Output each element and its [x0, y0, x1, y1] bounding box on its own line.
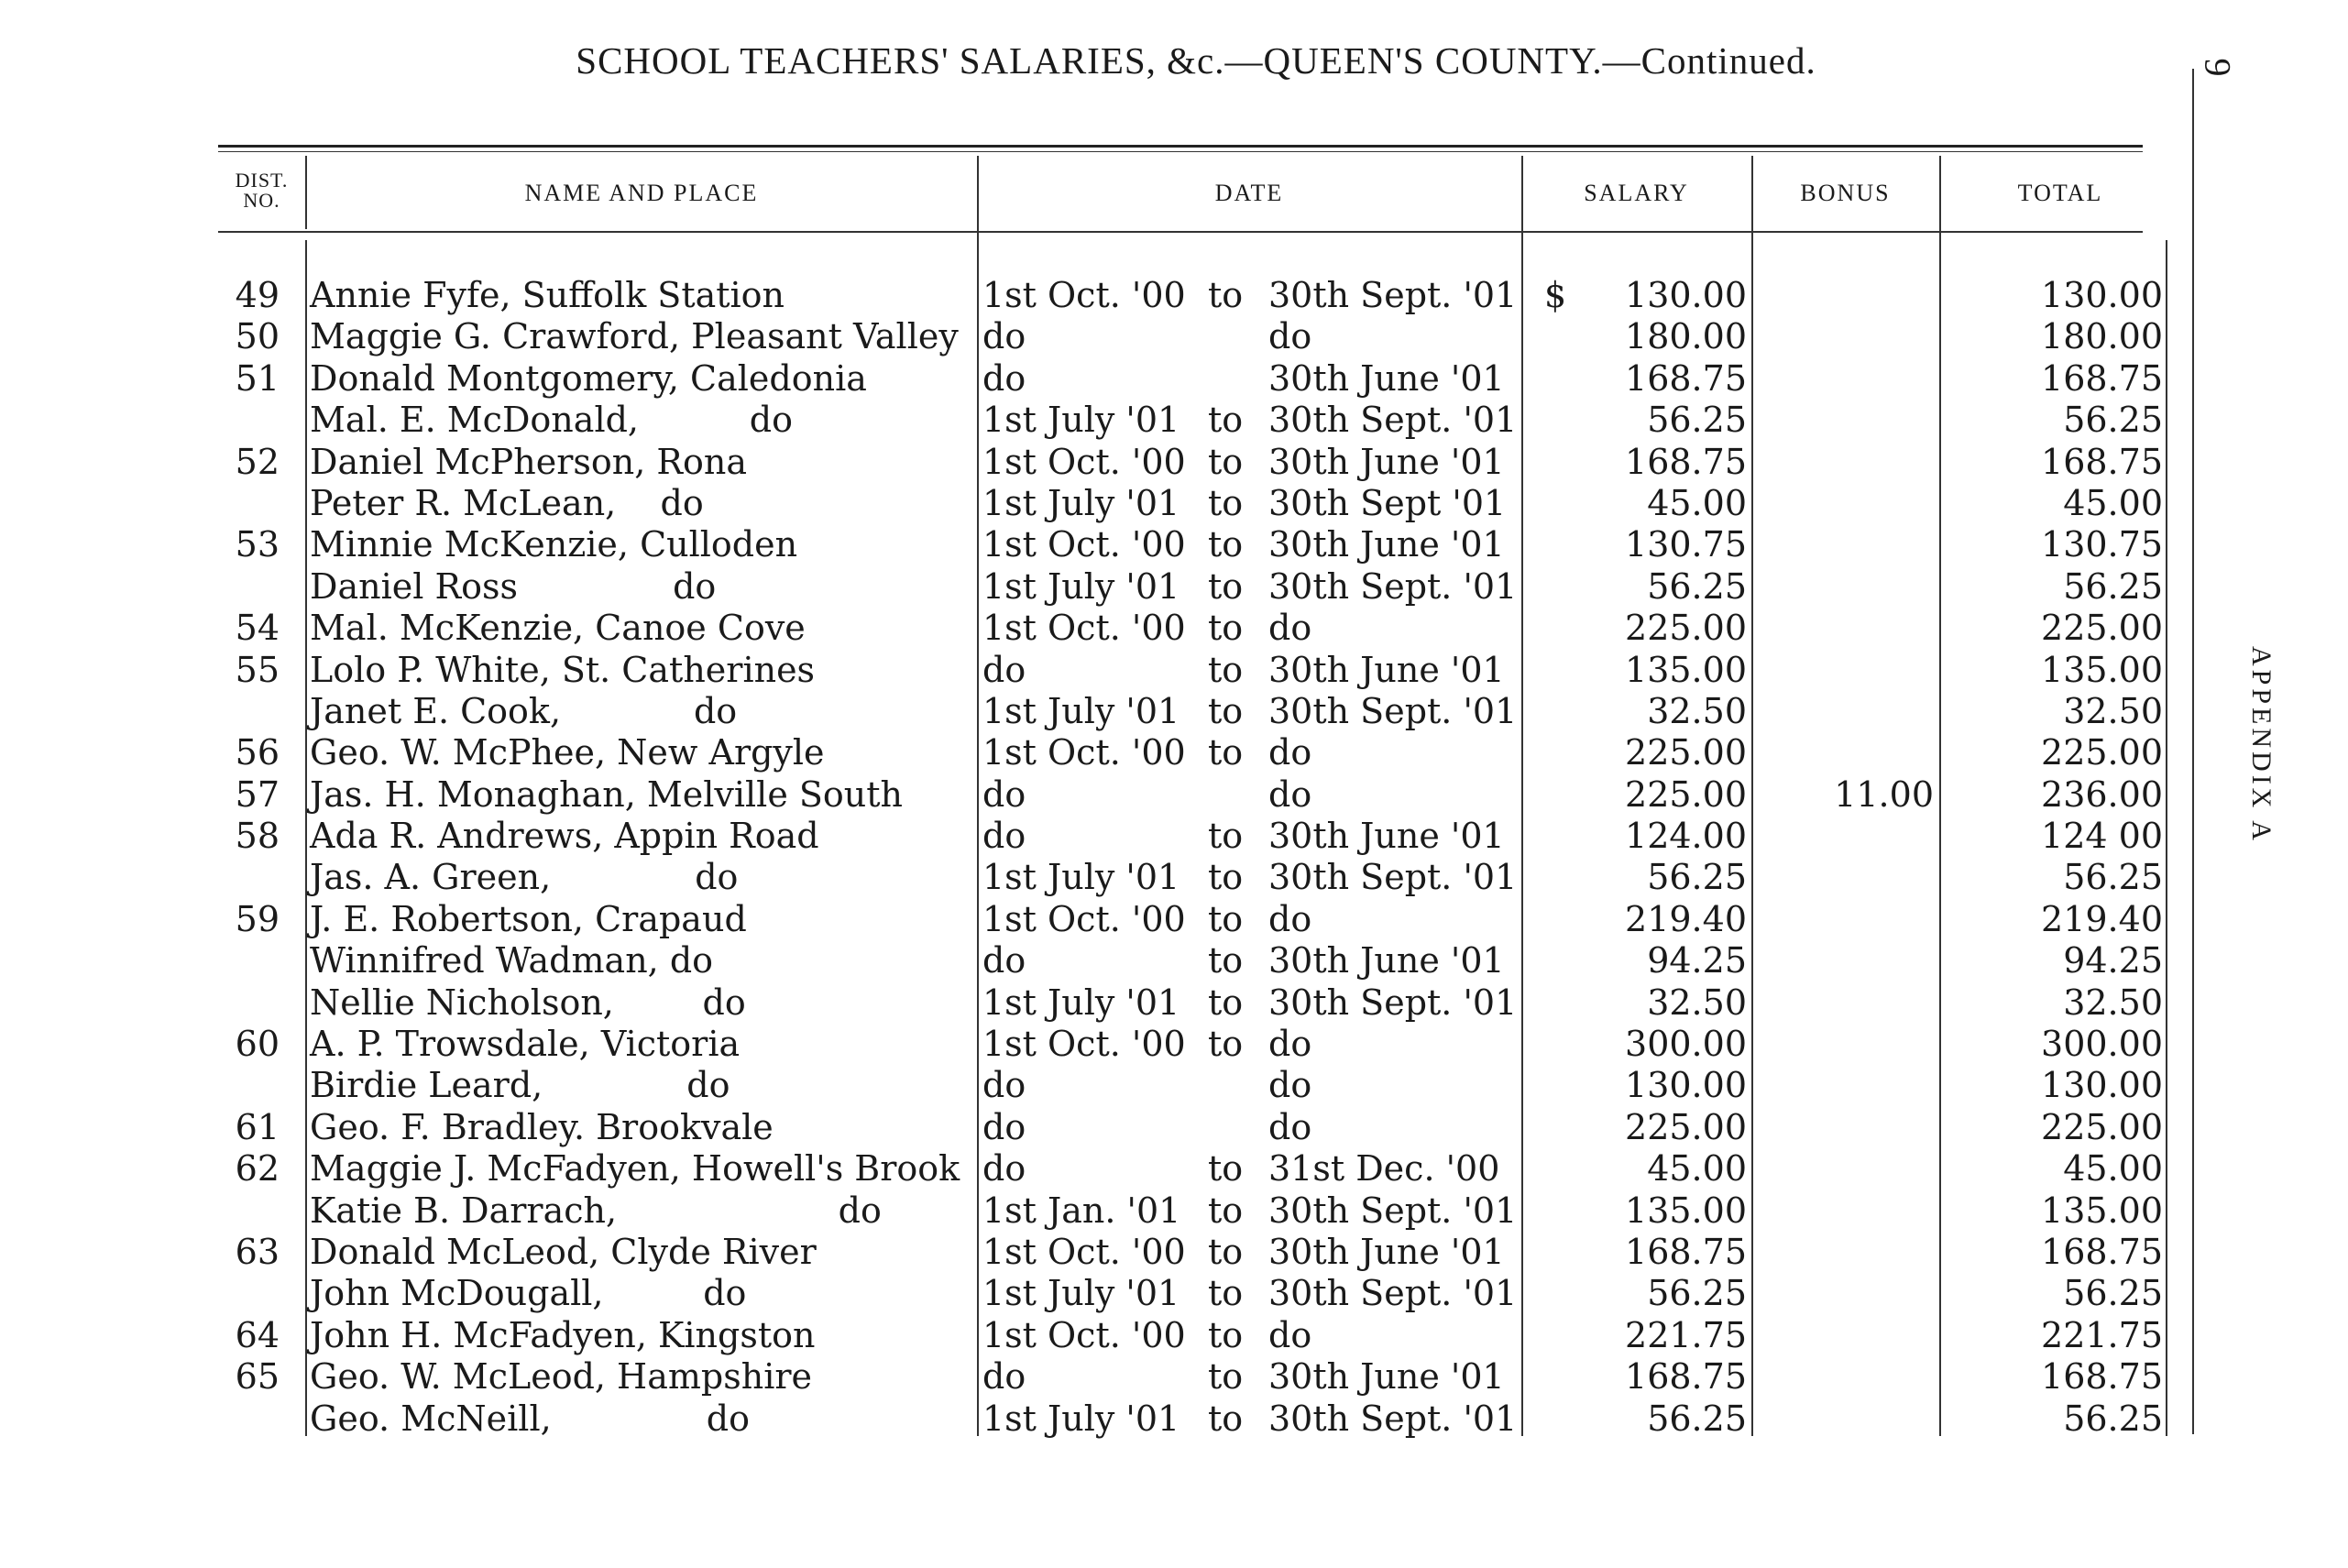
- page-number: 9: [2197, 58, 2239, 77]
- salary-value: 300.00: [1625, 1024, 1747, 1065]
- col-header-name: NAME AND PLACE: [524, 180, 759, 206]
- table-top-rule: [218, 145, 2143, 148]
- salary-value: 130.00: [1625, 275, 1747, 315]
- date-from: 1st July '01: [982, 400, 1180, 441]
- total-value: 135.00: [2041, 649, 2163, 690]
- date-to-word: to: [1208, 1273, 1244, 1314]
- table-row: [0, 732, 2348, 773]
- dist-no: 65: [235, 1356, 280, 1398]
- date-to: 31st Dec. '00: [1268, 1148, 1500, 1190]
- appendix-label: APPENDIX A: [2246, 646, 2277, 844]
- name-and-place: Peter R. McLean, do: [310, 482, 704, 523]
- salary-value: 135.00: [1625, 1190, 1747, 1231]
- date-to-word: to: [1208, 649, 1244, 690]
- salary-value: 225.00: [1625, 608, 1747, 649]
- total-value: 45.00: [2063, 1148, 2163, 1190]
- date-from: 1st Oct. '00: [982, 1024, 1186, 1065]
- name-and-place: A. P. Trowsdale, Victoria: [310, 1024, 741, 1065]
- name-and-place: Daniel Ross do: [310, 565, 717, 607]
- date-to: 30th June '01: [1268, 441, 1505, 482]
- date-to: 30th Sept. '01: [1268, 275, 1518, 315]
- date-to: do: [1268, 732, 1312, 773]
- total-value: 180.00: [2041, 316, 2163, 357]
- dist-no: 57: [235, 773, 280, 815]
- date-to-word: to: [1208, 816, 1244, 857]
- table-row: [0, 1232, 2348, 1273]
- date-to-word: to: [1208, 1314, 1244, 1355]
- table-header-rule: [218, 231, 2143, 233]
- date-from: 1st July '01: [982, 981, 1180, 1023]
- date-to: 30th Sept '01: [1268, 482, 1507, 523]
- table-row: [0, 316, 2348, 357]
- date-to-word: to: [1208, 275, 1244, 315]
- total-value: 94.25: [2063, 940, 2163, 981]
- dist-no: 51: [235, 357, 280, 399]
- salary-value: 56.25: [1647, 1273, 1747, 1314]
- salary-value: 56.25: [1647, 565, 1747, 607]
- table-row: [0, 816, 2348, 857]
- salary-value: 168.75: [1625, 1356, 1747, 1398]
- table-row: [0, 483, 2348, 524]
- date-to: 30th Sept. '01: [1268, 400, 1518, 441]
- date-to-word: to: [1208, 690, 1244, 731]
- date-from: do: [982, 1106, 1026, 1147]
- date-from: do: [982, 1065, 1026, 1106]
- table-row: [0, 566, 2348, 608]
- date-from: 1st Oct. '00: [982, 1314, 1186, 1355]
- date-to-word: to: [1208, 1148, 1244, 1190]
- date-to: 30th June '01: [1268, 940, 1505, 981]
- salary-value: 225.00: [1625, 732, 1747, 773]
- dist-no: 50: [235, 316, 280, 357]
- date-to: do: [1268, 773, 1312, 815]
- total-value: 56.25: [2063, 1398, 2163, 1439]
- table-row: [0, 1148, 2348, 1190]
- date-to-word: to: [1208, 857, 1244, 898]
- date-from: 1st Oct. '00: [982, 608, 1186, 649]
- dist-no: 52: [235, 441, 280, 482]
- name-and-place: Ada R. Andrews, Appin Road: [310, 816, 819, 857]
- table-row: [0, 524, 2348, 565]
- currency-symbol: $: [1544, 275, 1567, 315]
- date-to-word: to: [1208, 940, 1244, 981]
- table-body: [0, 275, 2348, 1440]
- date-from: 1st July '01: [982, 1273, 1180, 1314]
- date-from: do: [982, 940, 1026, 981]
- bonus-value: 11.00: [1834, 773, 1934, 815]
- date-to: do: [1268, 1314, 1312, 1355]
- date-to: 30th Sept. '01: [1268, 690, 1518, 731]
- name-and-place: Geo. McNeill, do: [310, 1398, 750, 1439]
- date-to-word: to: [1208, 1231, 1244, 1272]
- salary-value: 225.00: [1625, 1106, 1747, 1147]
- col-header-date: DATE: [1214, 180, 1284, 206]
- dist-no: 61: [235, 1106, 280, 1147]
- name-and-place: Winnifred Wadman, do: [310, 940, 714, 981]
- name-and-place: Mal. McKenzie, Canoe Cove: [310, 608, 806, 649]
- date-to: 30th Sept. '01: [1268, 981, 1518, 1023]
- date-from: do: [982, 357, 1026, 399]
- date-from: do: [982, 1356, 1026, 1398]
- name-and-place: Lolo P. White, St. Catherines: [310, 649, 816, 690]
- salary-value: 130.75: [1625, 524, 1747, 565]
- name-and-place: John McDougall, do: [310, 1273, 747, 1314]
- date-to: 30th Sept. '01: [1268, 1273, 1518, 1314]
- salary-value: 130.00: [1625, 1065, 1747, 1106]
- date-from: 1st July '01: [982, 482, 1180, 523]
- salary-value: 56.25: [1647, 400, 1747, 441]
- date-to: do: [1268, 608, 1312, 649]
- dist-no: 64: [235, 1314, 280, 1355]
- table-row: [0, 691, 2348, 732]
- total-value: 168.75: [2041, 1231, 2163, 1272]
- table-row: [0, 442, 2348, 483]
- date-to-word: to: [1208, 1190, 1244, 1231]
- dist-no: 59: [235, 898, 280, 939]
- date-from: 1st July '01: [982, 565, 1180, 607]
- date-to-word: to: [1208, 482, 1244, 523]
- name-and-place: Donald Montgomery, Caledonia: [310, 357, 867, 399]
- dist-no: 60: [235, 1024, 280, 1065]
- table-row: [0, 1315, 2348, 1356]
- date-from: 1st Jan. '01: [982, 1190, 1181, 1231]
- table-row: [0, 774, 2348, 816]
- name-and-place: Jas. H. Monaghan, Melville South: [310, 773, 904, 815]
- salary-value: 168.75: [1625, 1231, 1747, 1272]
- total-value: 56.25: [2063, 857, 2163, 898]
- total-value: 168.75: [2041, 441, 2163, 482]
- date-to-word: to: [1208, 565, 1244, 607]
- table-row: [0, 982, 2348, 1024]
- total-value: 225.00: [2041, 732, 2163, 773]
- date-from: do: [982, 773, 1026, 815]
- name-and-place: Geo. W. McPhee, New Argyle: [310, 732, 825, 773]
- salary-value: 56.25: [1647, 1398, 1747, 1439]
- table-row: [0, 608, 2348, 649]
- table-row: [0, 400, 2348, 441]
- date-to-word: to: [1208, 1398, 1244, 1439]
- salary-value: 219.40: [1625, 898, 1747, 939]
- dist-no: 62: [235, 1148, 280, 1190]
- table-row: [0, 650, 2348, 691]
- date-to-word: to: [1208, 1024, 1244, 1065]
- date-to: 30th June '01: [1268, 524, 1505, 565]
- page-title: SCHOOL TEACHERS' SALARIES, &c.—QUEEN'S COUNTY.—Continued.: [576, 39, 1816, 82]
- date-to-word: to: [1208, 441, 1244, 482]
- col-header-bonus: BONUS: [1800, 180, 1891, 206]
- name-and-place: Maggie G. Crawford, Pleasant Valley: [310, 316, 959, 357]
- table-row: [0, 358, 2348, 400]
- date-to: 30th June '01: [1268, 1231, 1505, 1272]
- salary-value: 32.50: [1647, 690, 1747, 731]
- date-from: 1st Oct. '00: [982, 732, 1186, 773]
- total-value: 236.00: [2041, 773, 2163, 815]
- table-row: [0, 1356, 2348, 1398]
- total-value: 168.75: [2041, 1356, 2163, 1398]
- date-to: 30th June '01: [1268, 649, 1505, 690]
- table-row: [0, 940, 2348, 981]
- table-row: [0, 1024, 2348, 1065]
- total-value: 130.75: [2041, 524, 2163, 565]
- date-from: 1st July '01: [982, 857, 1180, 898]
- table-row: [0, 1065, 2348, 1106]
- name-and-place: Geo. F. Bradley. Brookvale: [310, 1106, 774, 1147]
- salary-value: 135.00: [1625, 649, 1747, 690]
- date-to: 30th June '01: [1268, 816, 1505, 857]
- table-row: [0, 1107, 2348, 1148]
- date-to-word: to: [1208, 1356, 1244, 1398]
- total-value: 225.00: [2041, 608, 2163, 649]
- name-and-place: Maggie J. McFadyen, Howell's Brook: [310, 1148, 960, 1190]
- date-to-word: to: [1208, 981, 1244, 1023]
- salary-value: 56.25: [1647, 857, 1747, 898]
- salary-value: 168.75: [1625, 441, 1747, 482]
- total-value: 124 00: [2041, 816, 2163, 857]
- date-from: do: [982, 816, 1026, 857]
- name-and-place: Birdie Leard, do: [310, 1065, 730, 1106]
- name-and-place: Jas. A. Green, do: [310, 857, 739, 898]
- date-to-word: to: [1208, 898, 1244, 939]
- date-from: 1st July '01: [982, 690, 1180, 731]
- name-and-place: Nellie Nicholson, do: [310, 981, 746, 1023]
- date-to: 30th Sept. '01: [1268, 1190, 1518, 1231]
- name-and-place: Janet E. Cook, do: [310, 690, 738, 731]
- col-header-dist: DIST. NO.: [235, 169, 289, 212]
- name-and-place: Katie B. Darrach, do: [310, 1190, 882, 1231]
- date-from: 1st Oct. '00: [982, 524, 1186, 565]
- date-to: do: [1268, 898, 1312, 939]
- name-and-place: Annie Fyfe, Suffolk Station: [310, 275, 785, 315]
- date-from: do: [982, 316, 1026, 357]
- table-row: [0, 899, 2348, 940]
- date-to: 30th Sept. '01: [1268, 565, 1518, 607]
- salary-value: 180.00: [1625, 316, 1747, 357]
- total-value: 225.00: [2041, 1106, 2163, 1147]
- date-to-word: to: [1208, 400, 1244, 441]
- date-from: 1st Oct. '00: [982, 898, 1186, 939]
- date-from: 1st Oct. '00: [982, 1231, 1186, 1272]
- date-to: 30th June '01: [1268, 1356, 1505, 1398]
- table-row: [0, 857, 2348, 898]
- date-to-word: to: [1208, 608, 1244, 649]
- salary-value: 32.50: [1647, 981, 1747, 1023]
- salary-value: 45.00: [1647, 1148, 1747, 1190]
- table-row: [0, 275, 2348, 316]
- date-to: 30th Sept. '01: [1268, 1398, 1518, 1439]
- col-header-salary: SALARY: [1584, 180, 1689, 206]
- name-and-place: J. E. Robertson, Crapaud: [310, 898, 747, 939]
- date-from: do: [982, 1148, 1026, 1190]
- salary-value: 225.00: [1625, 773, 1747, 815]
- col-header-total: TOTAL: [2017, 180, 2103, 206]
- table-row: [0, 1273, 2348, 1314]
- total-value: 56.25: [2063, 400, 2163, 441]
- date-to: 30th Sept. '01: [1268, 857, 1518, 898]
- dist-no: 55: [235, 649, 280, 690]
- date-to: do: [1268, 1024, 1312, 1065]
- salary-value: 168.75: [1625, 357, 1747, 399]
- name-and-place: Geo. W. McLeod, Hampshire: [310, 1356, 812, 1398]
- total-value: 219.40: [2041, 898, 2163, 939]
- total-value: 56.25: [2063, 1273, 2163, 1314]
- dist-no: 58: [235, 816, 280, 857]
- date-to: do: [1268, 316, 1312, 357]
- col-divider-dist: [305, 156, 307, 229]
- dist-no: 56: [235, 732, 280, 773]
- date-from: do: [982, 649, 1026, 690]
- name-and-place: Minnie McKenzie, Culloden: [310, 524, 798, 565]
- name-and-place: Donald McLeod, Clyde River: [310, 1231, 817, 1272]
- total-value: 130.00: [2041, 1065, 2163, 1106]
- date-to-word: to: [1208, 524, 1244, 565]
- total-value: 32.50: [2063, 690, 2163, 731]
- total-value: 45.00: [2063, 482, 2163, 523]
- total-value: 168.75: [2041, 357, 2163, 399]
- dist-no: 53: [235, 524, 280, 565]
- dist-no: 63: [235, 1231, 280, 1272]
- date-to: do: [1268, 1065, 1312, 1106]
- name-and-place: Mal. E. McDonald, do: [310, 400, 793, 441]
- dist-no: 54: [235, 608, 280, 649]
- salary-value: 124.00: [1625, 816, 1747, 857]
- date-from: 1st Oct. '00: [982, 441, 1186, 482]
- table-row: [0, 1398, 2348, 1440]
- dist-no: 49: [235, 275, 280, 315]
- date-to-word: to: [1208, 732, 1244, 773]
- total-value: 130.00: [2041, 275, 2163, 315]
- name-and-place: Daniel McPherson, Rona: [310, 441, 747, 482]
- salary-value: 94.25: [1647, 940, 1747, 981]
- salary-value: 221.75: [1625, 1314, 1747, 1355]
- table-row: [0, 1190, 2348, 1232]
- table-top-rule-thin: [218, 151, 2143, 152]
- total-value: 221.75: [2041, 1314, 2163, 1355]
- name-and-place: John H. McFadyen, Kingston: [310, 1314, 816, 1355]
- salary-value: 45.00: [1647, 482, 1747, 523]
- total-value: 300.00: [2041, 1024, 2163, 1065]
- total-value: 32.50: [2063, 981, 2163, 1023]
- total-value: 135.00: [2041, 1190, 2163, 1231]
- date-to: do: [1268, 1106, 1312, 1147]
- total-value: 56.25: [2063, 565, 2163, 607]
- date-from: 1st Oct. '00: [982, 275, 1186, 315]
- date-from: 1st July '01: [982, 1398, 1180, 1439]
- date-to: 30th June '01: [1268, 357, 1505, 399]
